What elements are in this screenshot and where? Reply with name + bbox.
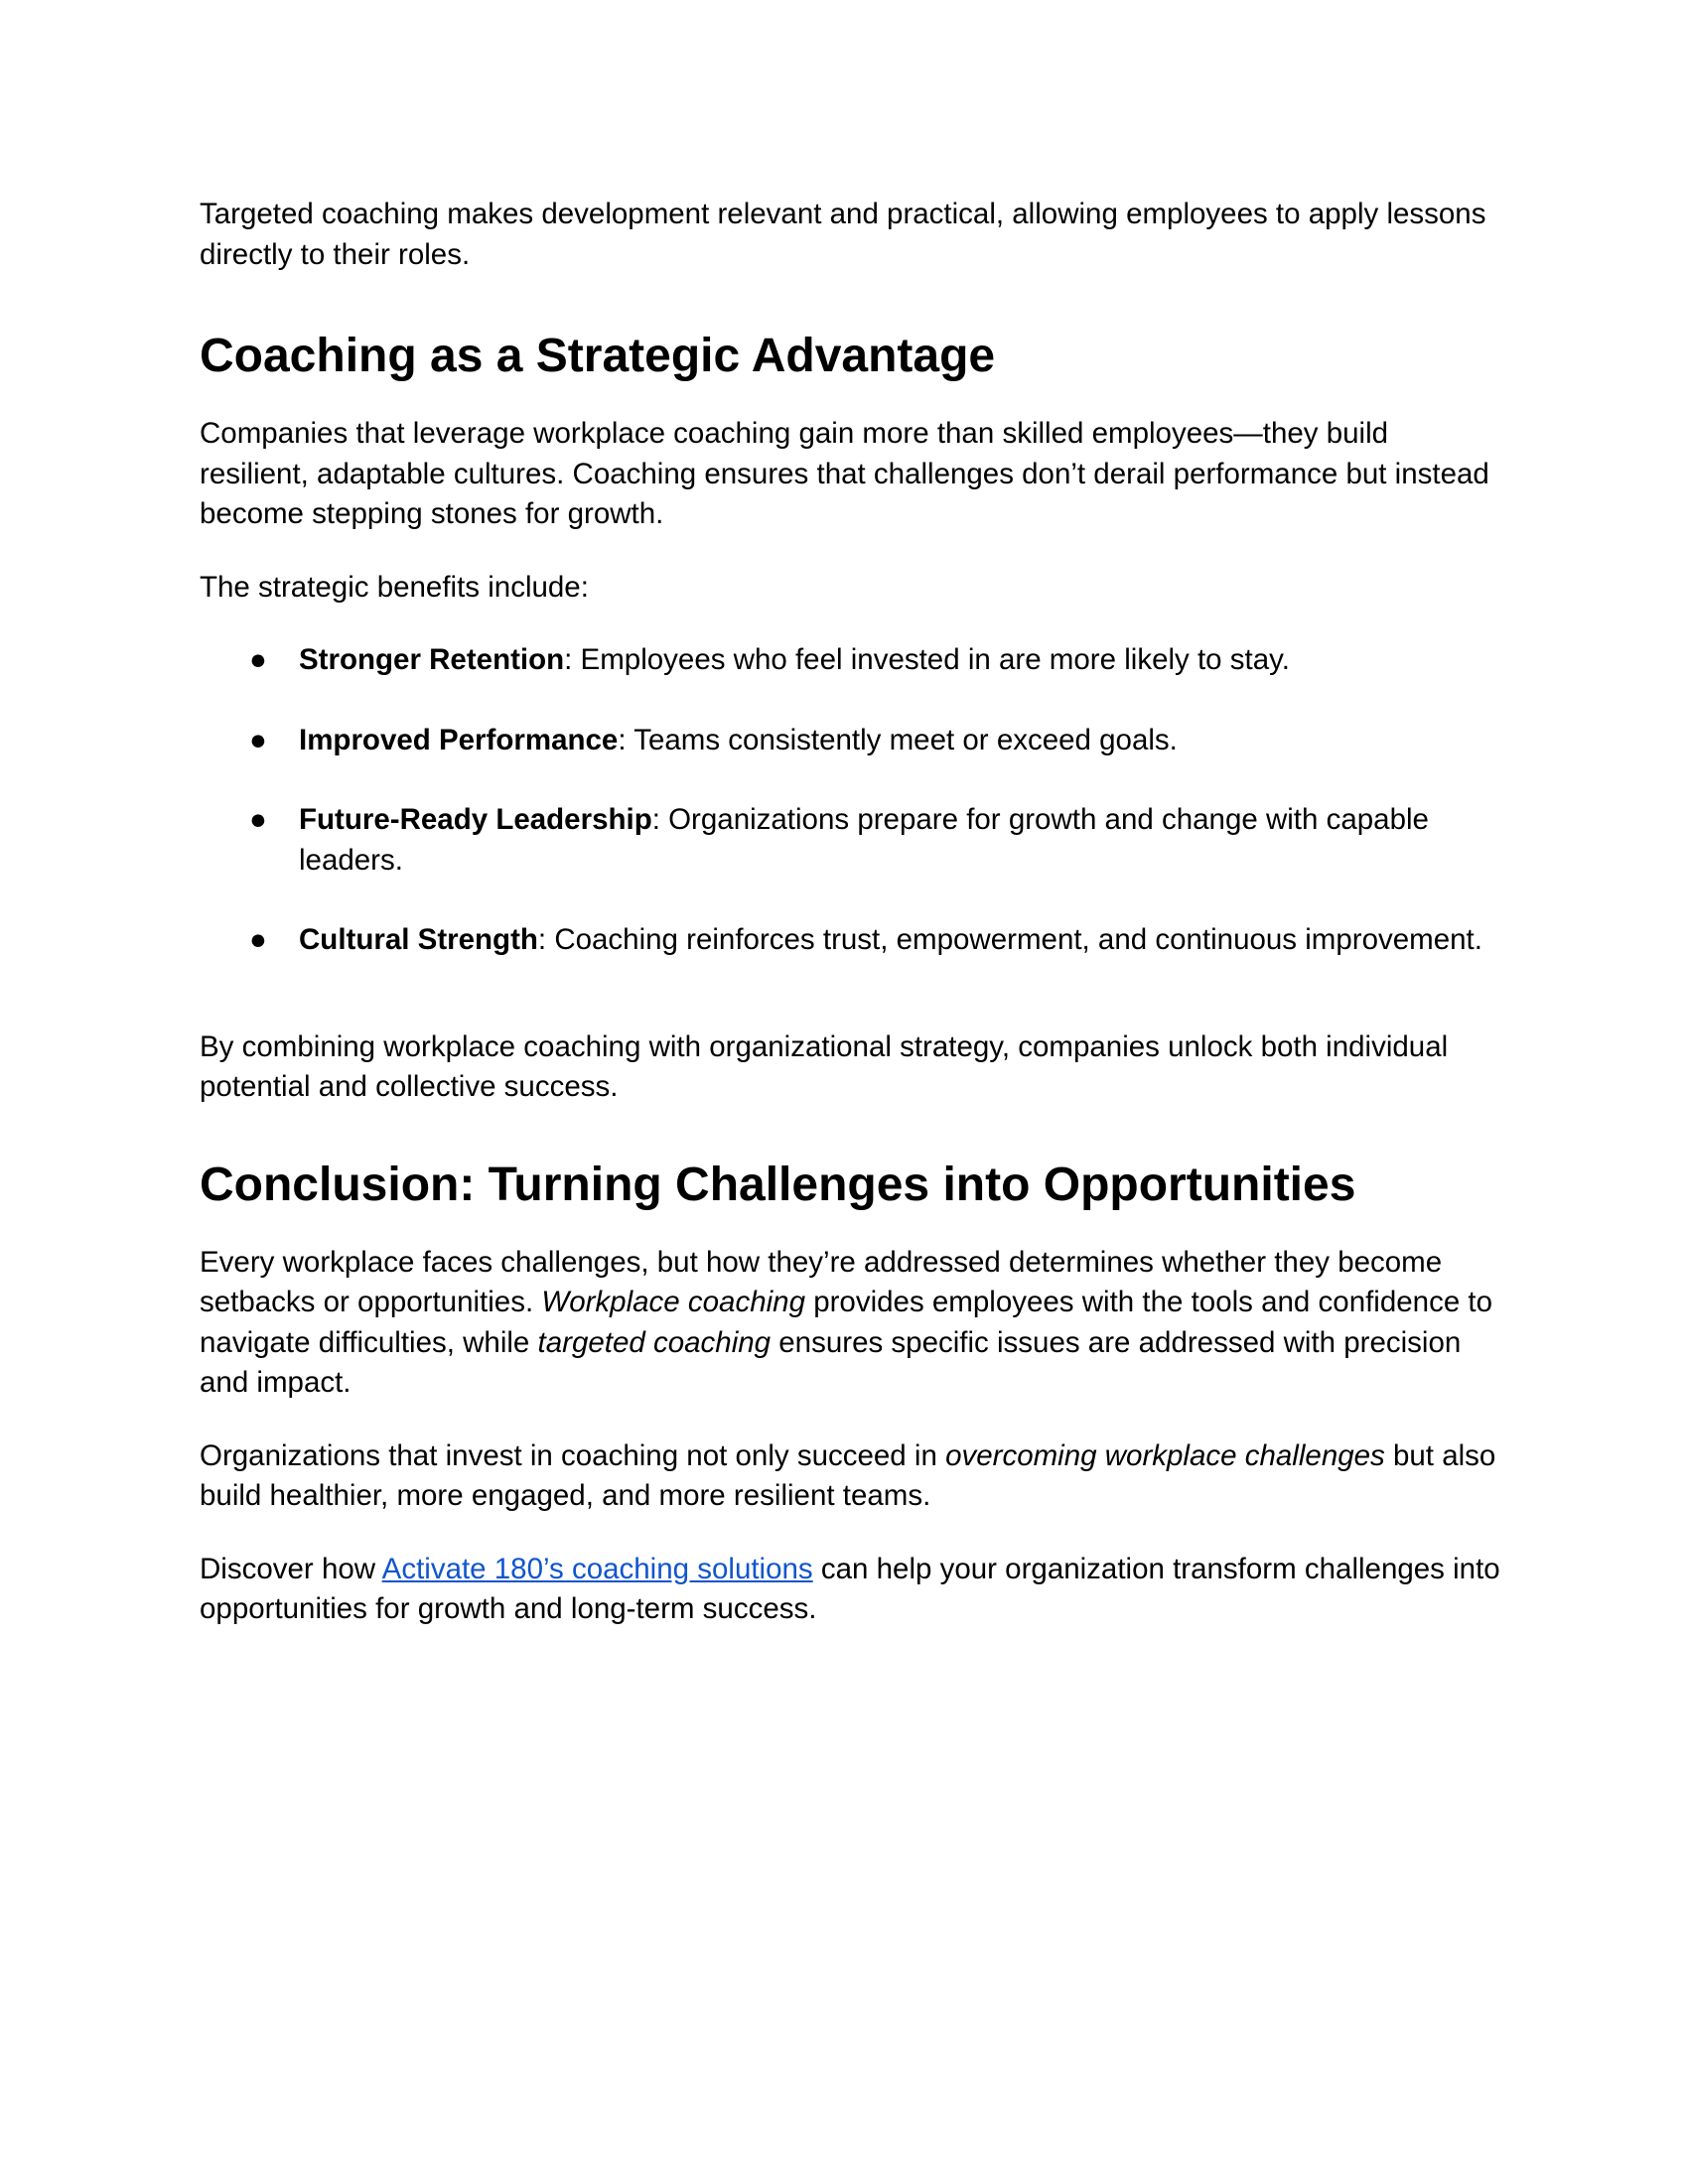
conclusion-paragraph-1 [200,1243,1500,1404]
bullet-icon: ● [249,803,267,836]
text-segment: ensures specific issues are addressed with precision and impact. [200,1325,1462,1399]
bullet-icon: ● [249,643,267,676]
combining-paragraph: By combining workplace coaching with organizational strategy, companies unlock both individual potential and collective success. [200,1029,1449,1103]
benefit-term: Stronger Retention [299,643,565,676]
text-segment: Every workplace faces challenges, but how they’re addressed determines whether they become setbacks or opportunities. [200,1245,1443,1318]
benefit-desc: : Teams consistently meet or exceed goals. [618,723,1178,756]
benefit-term: Future-Ready Leadership [299,803,652,836]
emphasis-overcoming-challenges: overcoming workplace challenges [945,1438,1385,1472]
benefits-intro: The strategic benefits include: [200,570,589,604]
list-item [200,721,1500,761]
benefit-term: Cultural Strength [299,923,538,956]
benefit-desc: : Coaching reinforces trust, empowerment, and continuous improvement. [537,923,1482,956]
coaching-solutions-link[interactable]: Activate 180’s coaching solutions [381,1552,813,1585]
text-segment: Discover how [200,1552,382,1585]
bullet-icon: ● [249,923,267,956]
list-item [200,800,1500,881]
text-segment: can help your organization transform challenges into opportunities for growth and long-term success. [200,1552,1500,1625]
text-segment: but also build healthier, more engaged, and more resilient teams. [200,1438,1496,1512]
document-page [200,195,1500,1630]
conclusion-paragraph-3 [200,1550,1500,1630]
benefit-desc: : Employees who feel invested in are more likely to stay. [564,643,1290,676]
text-segment: Organizations that invest in coaching not only succeed in [200,1438,946,1472]
benefit-desc: : Organizations prepare for growth and change with capable leaders. [299,803,1429,877]
conclusion-paragraph-2 [200,1436,1500,1517]
emphasis-workplace-coaching: Workplace coaching [541,1286,805,1318]
bullet-icon: ● [249,723,267,756]
companies-paragraph: Companies that leverage workplace coaching gain more than skilled employees—they build resilient, adaptable cultures. Coaching ensures that challenges don’t derail performance but instead become stepping stones for growth. [200,417,1489,530]
heading-conclusion: Conclusion: Turning Challenges into Opportunities [200,1158,1356,1211]
benefits-list [200,640,1500,961]
heading-strategic-advantage: Coaching as a Strategic Advantage [200,330,996,382]
emphasis-targeted-coaching: targeted coaching [537,1325,772,1359]
benefit-term: Improved Performance [299,723,619,756]
intro-paragraph: Targeted coaching makes development relevant and practical, allowing employees to apply lessons directly to their roles. [200,198,1486,271]
text-segment: provides employees with the tools and confidence to navigate difficulties, while [200,1286,1493,1359]
list-item [200,640,1500,681]
list-item [200,920,1500,961]
